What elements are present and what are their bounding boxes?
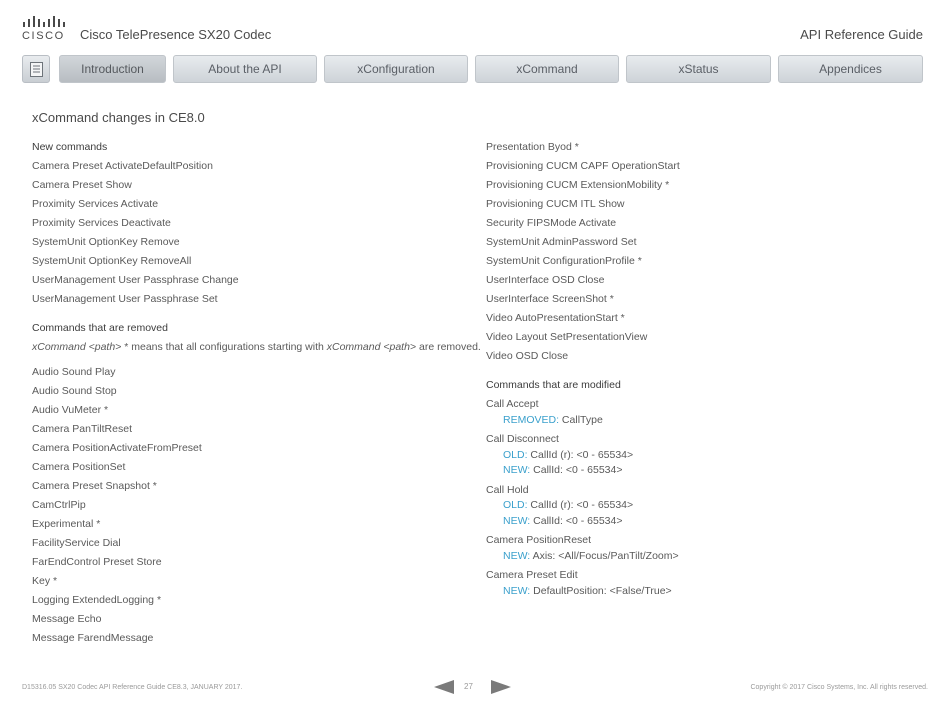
modified-command-name: Call Disconnect [486, 433, 559, 445]
tab-xconfiguration[interactable]: xConfiguration [324, 55, 468, 83]
list-item: FacilityService Dial [32, 537, 121, 549]
list-item: Proximity Services Deactivate [32, 217, 171, 229]
product-title: Cisco TelePresence SX20 Codec [80, 27, 272, 42]
modified-change-row [503, 414, 603, 426]
list-item: Audio VuMeter * [32, 404, 109, 416]
list-item: UserManagement User Passphrase Set [32, 293, 218, 305]
tab-xcommand[interactable]: xCommand [475, 55, 619, 83]
next-page-arrow-icon[interactable] [491, 680, 511, 694]
tab-introduction[interactable]: Introduction [59, 55, 166, 83]
modified-command-name: Call Hold [486, 483, 529, 496]
change-text: CallId: <0 - 65534> [530, 514, 623, 527]
list-item: Camera PositionActivateFromPreset [32, 442, 202, 454]
list-item: Message FarendMessage [32, 632, 154, 644]
list-item: Video Layout SetPresentationView [486, 331, 648, 343]
list-item: SystemUnit OptionKey Remove [32, 236, 180, 248]
change-text: CallId (r): <0 - 65534> [527, 448, 634, 461]
modified-change-row [503, 585, 672, 597]
change-text: Axis: <All/Focus/PanTilt/Zoom> [530, 549, 679, 562]
list-item: Camera PositionSet [32, 461, 126, 473]
list-item: Logging ExtendedLogging * [32, 594, 162, 606]
modified-change-row [503, 499, 633, 511]
list-item: Audio Sound Stop [32, 385, 117, 397]
removed-note-path-1: xCommand <path> [32, 341, 122, 353]
list-item: UserInterface ScreenShot * [486, 293, 614, 305]
list-item: Video AutoPresentationStart * [486, 312, 625, 324]
navigation-bar [22, 55, 924, 83]
list-item: Camera PanTiltReset [32, 423, 132, 435]
list-item: Video OSD Close [486, 350, 569, 362]
page-title: xCommand changes in CE8.0 [32, 110, 205, 125]
change-tag: NEW: [503, 549, 531, 562]
list-item: Provisioning CUCM ITL Show [486, 198, 625, 210]
modified-change-row [503, 464, 622, 476]
change-tag: REMOVED: [503, 413, 560, 426]
change-tag: NEW: [503, 464, 531, 476]
previous-page-arrow-icon[interactable] [434, 680, 454, 694]
list-item: Camera Preset Show [32, 179, 132, 191]
list-item: Audio Sound Play [32, 366, 116, 378]
list-item: Key * [32, 575, 58, 587]
page-navigation [434, 680, 514, 696]
list-item: Camera Preset ActivateDefaultPosition [32, 160, 213, 172]
list-item: Camera Preset Snapshot * [32, 480, 157, 492]
change-text: CallType [559, 413, 603, 426]
list-item: SystemUnit AdminPassword Set [486, 236, 637, 248]
modified-change-row [503, 550, 679, 562]
change-text: CallId: <0 - 65534> [530, 464, 623, 476]
list-item: SystemUnit OptionKey RemoveAll [32, 255, 192, 267]
list-item: CamCtrlPip [32, 499, 86, 511]
list-item: Presentation Byod * [486, 141, 579, 153]
new-commands-heading: New commands [32, 141, 108, 153]
removed-note-text-1: * means that all configurations starting with [121, 341, 327, 353]
change-tag: OLD: [503, 499, 528, 511]
guide-title: API Reference Guide [800, 27, 923, 42]
tab-appendices[interactable]: Appendices [778, 55, 923, 83]
modified-change-row [503, 449, 633, 461]
list-item: UserInterface OSD Close [486, 274, 605, 286]
modified-change-row [503, 515, 622, 527]
footer-document-id: D15316.05 SX20 Codec API Reference Guide CE8.3, JANUARY 2017. [22, 684, 243, 691]
removed-note [32, 341, 481, 353]
change-text: CallId (r): <0 - 65534> [527, 499, 634, 511]
cisco-logo-text: CISCO [22, 30, 65, 42]
list-item: SystemUnit ConfigurationProfile * [486, 255, 642, 267]
modified-command-name: Camera PositionReset [486, 534, 592, 546]
list-item: Provisioning CUCM ExtensionMobility * [486, 179, 670, 191]
modified-command-name: Camera Preset Edit [486, 569, 578, 581]
list-item: Experimental * [32, 518, 101, 530]
change-tag: NEW: [503, 514, 531, 527]
removed-note-path-2: xCommand <path> [326, 341, 417, 353]
document-icon-button[interactable] [22, 55, 50, 83]
removed-note-text-2: are removed. [416, 341, 481, 353]
list-item: FarEndControl Preset Store [32, 556, 162, 568]
removed-commands-heading: Commands that are removed [32, 322, 168, 334]
change-tag: NEW: [503, 584, 531, 597]
change-tag: OLD: [503, 448, 528, 461]
modified-commands-heading: Commands that are modified [486, 379, 621, 391]
list-item: Message Echo [32, 613, 102, 625]
list-item: UserManagement User Passphrase Change [32, 274, 239, 286]
list-item: Security FIPSMode Activate [486, 217, 617, 229]
modified-command-name: Call Accept [486, 398, 539, 410]
document-icon [30, 62, 43, 77]
change-text: DefaultPosition: <False/True> [530, 584, 672, 597]
list-item: Provisioning CUCM CAPF OperationStart [486, 160, 680, 172]
list-item: Proximity Services Activate [32, 198, 159, 210]
tab-xstatus[interactable]: xStatus [626, 55, 771, 83]
tab-about-the-api[interactable]: About the API [173, 55, 317, 83]
page-number: 27 [464, 682, 473, 691]
footer-copyright: Copyright © 2017 Cisco Systems, Inc. All rights reserved. [750, 684, 928, 691]
